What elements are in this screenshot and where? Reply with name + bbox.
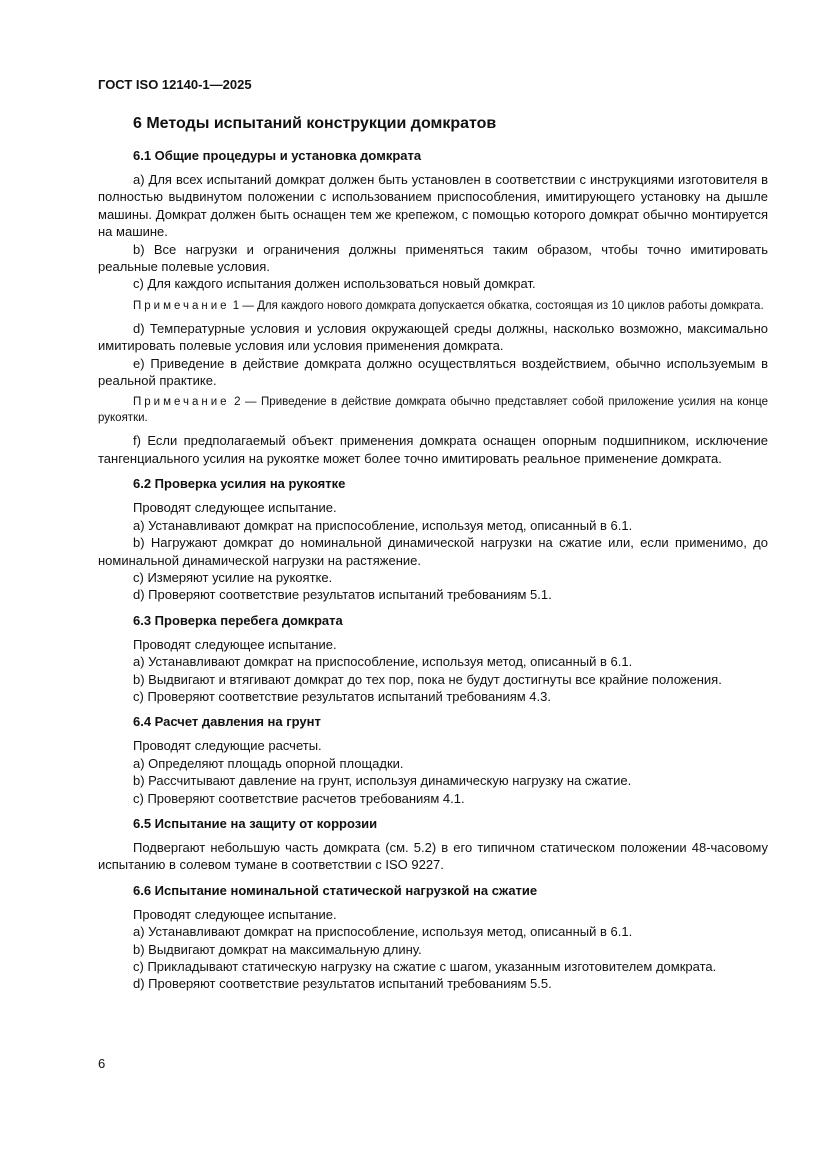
note-2-text: 2 — Приведение в действие домкрата обычно представляет собой приложение усилия на конце рукоятки. (98, 396, 768, 425)
subsection-6-4-heading: 6.4 Расчет давления на грунт (133, 714, 321, 730)
paragraph-6-3-b: b) Выдвигают и втягивают домкрат до тех пор, пока не будут достигнуты все крайние положения. (133, 671, 722, 687)
paragraph-6-3-c: с) Проверяют соответствие результатов испытаний требованиям 4.3. (133, 688, 551, 704)
note-1 (98, 298, 768, 314)
paragraph-6-3-intro: Проводят следующее испытание. (133, 636, 337, 652)
paragraph-6-2-b: b) Нагружают домкрат до номинальной динамической нагрузки на сжатие или, если применимо, до номинальной динамической нагрузки на растяжение. (98, 535, 768, 568)
paragraph-6-4-a: а) Определяют площадь опорной площадки. (133, 755, 404, 771)
paragraph-6-1-d: d) Температурные условия и условия окружающей среды должны, насколько возможно, максимально имитировать полевые условия или условия применения домкрата. (98, 320, 768, 354)
subsection-6-5-heading: 6.5 Испытание на защиту от коррозии (133, 815, 378, 831)
paragraph-6-2-intro: Проводят следующее испытание. (133, 500, 337, 516)
paragraph-6-2-a: а) Устанавливают домкрат на приспособление, используя метод, описанный в 6.1. (133, 517, 633, 533)
paragraph-6-5-text: Подвергают небольшую часть домкрата (см. 5.2) в его типичном статическом положении 48-часовому испытанию в солевом тумане в соответствии с ISO 9227. (98, 839, 768, 873)
paragraph-6-6-a: а) Устанавливают домкрат на приспособление, используя метод, описанный в 6.1. (133, 924, 633, 940)
subsection-6-2-heading: 6.2 Проверка усилия на рукоятке (133, 476, 346, 492)
section-title: 6 Методы испытаний конструкции домкратов (133, 115, 497, 132)
paragraph-6-4-intro: Проводят следующие расчеты. (133, 738, 322, 754)
paragraph-6-6-c: с) Прикладывают статическую нагрузку на сжатие с шагом, указанным изготовителем домкрата. (133, 959, 717, 974)
paragraph-6-6-d: d) Проверяют соответствие результатов испытаний требованиям 5.5. (133, 976, 552, 992)
paragraph-6-1-e: е) Приведение в действие домкрата должно осуществляться воздействием, обычно используемым в реальной практике. (98, 355, 768, 389)
subsection-6-1-heading: 6.1 Общие процедуры и установка домкрата (133, 148, 422, 163)
note-1-text: 1 — Для каждого нового домкрата допускается обкатка, состоящая из 10 циклов работы домкрата. (232, 299, 764, 312)
paragraph-6-1-c: с) Для каждого испытания должен использоваться новый домкрат. (133, 276, 536, 292)
note-1-label: Примечание (133, 299, 230, 312)
document-id: ГОСТ ISO 12140-1—2025 (98, 77, 252, 92)
paragraph-6-2-c: с) Измеряют усилие на рукоятке. (133, 569, 333, 585)
note-2 (98, 394, 768, 426)
paragraph-6-1-f: f) Если предполагаемый объект применения домкрата оснащен опорным подшипником, исключение тангенциального усилия на рукоятке может более точно имитировать реальное применение домкрата. (98, 433, 768, 466)
paragraph-6-2-d: d) Проверяют соответствие результатов испытаний требованиям 5.1. (133, 587, 552, 603)
note-2-label: Примечание (133, 396, 230, 409)
paragraph-6-1-b: b) Все нагрузки и ограничения должны применяться таким образом, чтобы точно имитировать реальные полевые условия. (98, 241, 768, 275)
paragraph-6-1-a: а) Для всех испытаний домкрат должен быть установлен в соответствии с инструкциями изготовителя в полностью выдвинутом положении с использованием приспособления, имитирующего установку на дышле машины. Домкрат должен быть оснащен тем же крепежом, с помощью которого домкрат обычно монтируется на машине. (98, 172, 768, 240)
subsection-6-6-heading: 6.6 Испытание номинальной статической нагрузкой на сжатие (133, 882, 538, 898)
paragraph-6-6-b: b) Выдвигают домкрат на максимальную длину. (133, 941, 422, 957)
page-content (98, 113, 768, 993)
paragraph-6-4-b: b) Рассчитывают давление на грунт, используя динамическую нагрузку на сжатие. (133, 773, 632, 789)
page-number: 6 (98, 1056, 106, 1071)
paragraph-6-6-intro: Проводят следующее испытание. (133, 906, 337, 922)
subsection-6-3-heading: 6.3 Проверка перебега домкрата (133, 612, 343, 628)
paragraph-6-4-c: с) Проверяют соответствие расчетов требованиям 4.1. (133, 790, 465, 806)
paragraph-6-3-a: а) Устанавливают домкрат на приспособление, используя метод, описанный в 6.1. (133, 654, 633, 670)
